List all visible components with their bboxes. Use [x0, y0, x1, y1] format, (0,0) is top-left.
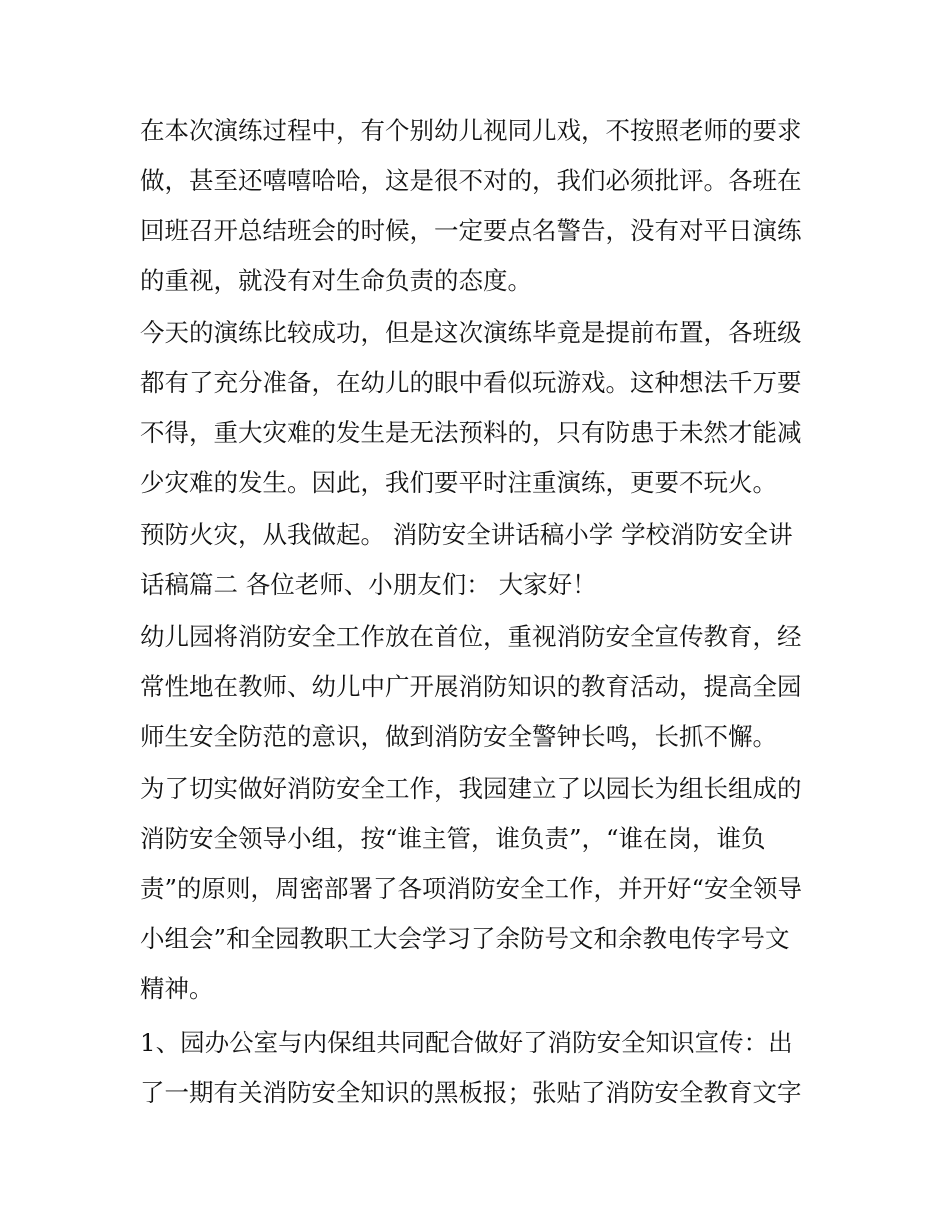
text-line: 在本次演练过程中，有个别幼儿视同儿戏，不按照老师的要求	[140, 116, 802, 145]
text-line: 精神。	[140, 974, 214, 1003]
text-line: 为了切实做好消防安全工作，我园建立了以园长为组长组成的	[140, 774, 802, 803]
text-line: 不得，重大灾难的发生是无法预料的，只有防患于未然才能减	[140, 418, 802, 447]
text-line: 话稿篇二 各位老师、小朋友们： 大家好！	[140, 570, 597, 599]
text-line: 今天的演练比较成功，但是这次演练毕竟是提前布置，各班级	[140, 318, 802, 347]
text-line: 幼儿园将消防安全工作放在首位，重视消防安全宣传教育，经	[140, 622, 802, 651]
text-line: 的重视，就没有对生命负责的态度。	[140, 266, 532, 295]
text-line: 预防火灾，从我做起。 消防安全讲话稿小学 学校消防安全讲	[140, 520, 793, 549]
text-line: 了一期有关消防安全知识的黑板报；张贴了消防安全教育文字	[140, 1078, 802, 1107]
text-line: 师生安全防范的意识，做到消防安全警钟长鸣，长抓不懈。	[140, 722, 777, 751]
text-line: 回班召开总结班会的时候，一定要点名警告，没有对平日演练	[140, 216, 802, 245]
text-line: 小组会”和全园教职工大会学习了余防号文和余教电传字号文	[140, 924, 790, 953]
text-line: 责”的原则，周密部署了各项消防安全工作，并开好“安全领导	[140, 874, 803, 903]
text-line: 常性地在教师、幼儿中广开展消防知识的教育活动，提高全园	[140, 672, 802, 701]
text-line: 消防安全领导小组，按“谁主管，谁负责”，“谁在岗，谁负	[140, 824, 766, 853]
text-line: 做，甚至还嘻嘻哈哈，这是很不对的，我们必须批评。各班在	[140, 166, 802, 195]
text-line: 1、园办公室与内保组共同配合做好了消防安全知识宣传：出	[140, 1028, 793, 1057]
text-line: 少灾难的发生。因此，我们要平时注重演练，更要不玩火。	[140, 468, 777, 497]
text-line: 都有了充分准备，在幼儿的眼中看似玩游戏。这种想法千万要	[140, 368, 802, 397]
